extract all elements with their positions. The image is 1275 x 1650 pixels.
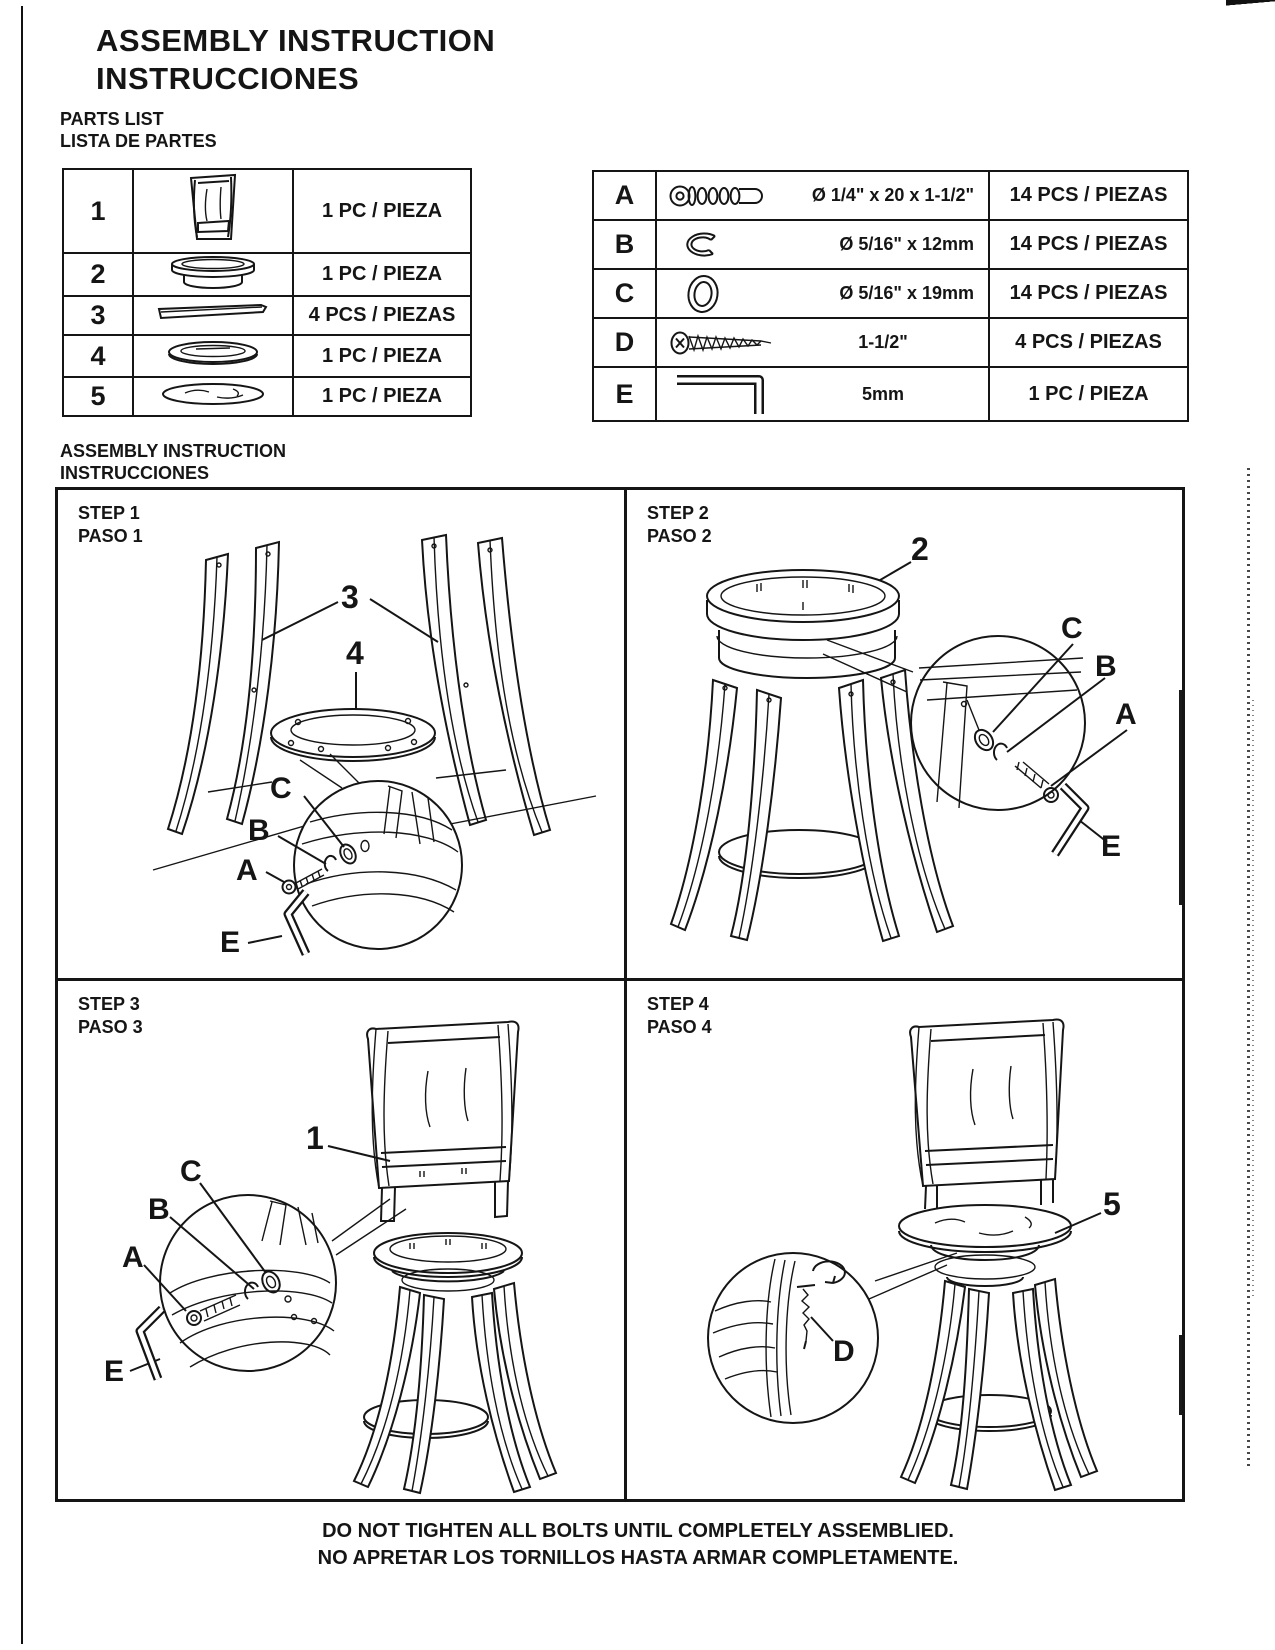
hardware-size: Ø 5/16" x 19mm [839,283,974,303]
part-number: 2 [63,253,133,296]
step-title-en: STEP 1 [78,503,140,523]
step-title [647,502,712,548]
hardware-qty: 14 PCS / PIEZAS [989,171,1188,220]
step-title-en: STEP 2 [647,503,709,523]
step-title-es: PASO 2 [647,526,712,546]
callout-c: C [1061,612,1083,645]
table-row [593,269,1188,318]
callout-d: D [833,1335,855,1368]
hardware-qty: 14 PCS / PIEZAS [989,269,1188,318]
scan-artifact-corner [1226,0,1275,14]
table-row [63,169,471,253]
hardware-letter: C [593,269,656,318]
table-row [63,253,471,296]
steps-grid [55,487,1185,1502]
callout-a: A [122,1241,144,1274]
parts-list-heading-es: LISTA DE PARTES [60,131,217,151]
step-title-es: PASO 3 [78,1017,143,1037]
hardware-size: 5mm [861,383,905,404]
hardware-size: 1-1/2" [858,332,908,352]
table-row [63,296,471,335]
hardware-qty: 14 PCS / PIEZAS [989,220,1188,269]
page-title [96,22,495,98]
part-qty: 1 PC / PIEZA [293,253,471,296]
table-row [63,377,471,416]
hardware-qty: 1 PC / PIEZA [989,367,1188,421]
scan-artifact-speckle [1247,468,1250,1468]
step-3-figure [58,981,624,1496]
step-title-es: PASO 4 [647,1017,712,1037]
allen-key-icon [667,368,792,420]
callout-part-2: 2 [911,531,929,567]
assembly-heading-es: INSTRUCCIONES [60,463,210,483]
step-4-figure [627,981,1179,1496]
footer-warning [18,1518,1258,1572]
callout-part-1: 1 [306,1120,324,1156]
step-title-es: PASO 1 [78,526,143,546]
hardware-size: Ø 1/4" x 20 x 1-1/2" [811,185,974,205]
page-title-es: INSTRUCCIONES [96,61,360,96]
hardware-qty: 4 PCS / PIEZAS [989,318,1188,367]
part-qty: 4 PCS / PIEZAS [293,296,471,335]
hardware-letter: A [593,171,656,220]
step-1-panel [58,490,627,981]
footer-warning-es: NO APRETAR LOS TORNILLOS HASTA ARMAR COMPLETAMENTE. [317,1547,959,1569]
callout-e: E [1101,830,1122,863]
bolt-icon [667,179,779,213]
hardware-letter: D [593,318,656,367]
part-number: 4 [63,335,133,377]
part-number: 3 [63,296,133,335]
step-title [78,993,143,1039]
step-2-panel [627,490,1182,981]
callout-a: A [236,854,258,887]
callout-e: E [220,926,241,959]
step-3-panel [58,981,627,1499]
callout-part-5: 5 [1103,1186,1121,1222]
page-title-en: ASSEMBLY INSTRUCTION [96,23,496,58]
table-row [593,367,1188,421]
table-row [63,335,471,377]
leg-part-icon [133,296,293,335]
step-title [78,502,143,548]
wood-screw-icon [667,325,792,361]
parts-list-heading [60,108,217,152]
step-4-panel [627,981,1182,1499]
footer-warning-en: DO NOT TIGHTEN ALL BOLTS UNTIL COMPLETELY ASSEMBLIED. [322,1520,954,1542]
hardware-letter: B [593,220,656,269]
parts-table [62,168,472,417]
callout-c: C [270,772,292,805]
hardware-table [592,170,1189,422]
spring-washer-icon [667,227,779,263]
callout-b: B [148,1193,170,1226]
footrest-ring-part-icon [133,335,293,377]
backrest-part-icon [133,169,293,253]
step-title [647,993,712,1039]
hardware-letter: E [593,367,656,421]
part-qty: 1 PC / PIEZA [293,335,471,377]
part-number: 1 [63,169,133,253]
part-qty: 1 PC / PIEZA [293,377,471,416]
step-title-en: STEP 4 [647,994,709,1014]
part-number: 5 [63,377,133,416]
callout-a: A [1115,698,1137,731]
callout-e: E [104,1355,125,1388]
assembly-heading [60,440,286,484]
parts-list-heading-en: PARTS LIST [60,109,164,129]
flat-washer-icon [667,272,779,316]
scan-artifact-left-line [21,6,23,1644]
table-row [593,318,1188,367]
seat-part-icon [133,377,293,416]
callout-b: B [248,814,270,847]
table-row [593,220,1188,269]
assembly-heading-en: ASSEMBLY INSTRUCTION [60,441,287,461]
callout-b: B [1095,650,1117,683]
callout-part-4: 4 [346,635,364,671]
callout-c: C [180,1155,202,1188]
step-1-figure [58,490,624,978]
step-title-en: STEP 3 [78,994,140,1014]
callout-part-3: 3 [341,579,359,615]
step-2-figure [627,490,1179,978]
scan-artifact-speckle2 [1252,700,1254,1300]
part-qty: 1 PC / PIEZA [293,169,471,253]
swivel-base-part-icon [133,253,293,296]
hardware-size: Ø 5/16" x 12mm [839,234,974,254]
table-row [593,171,1188,220]
